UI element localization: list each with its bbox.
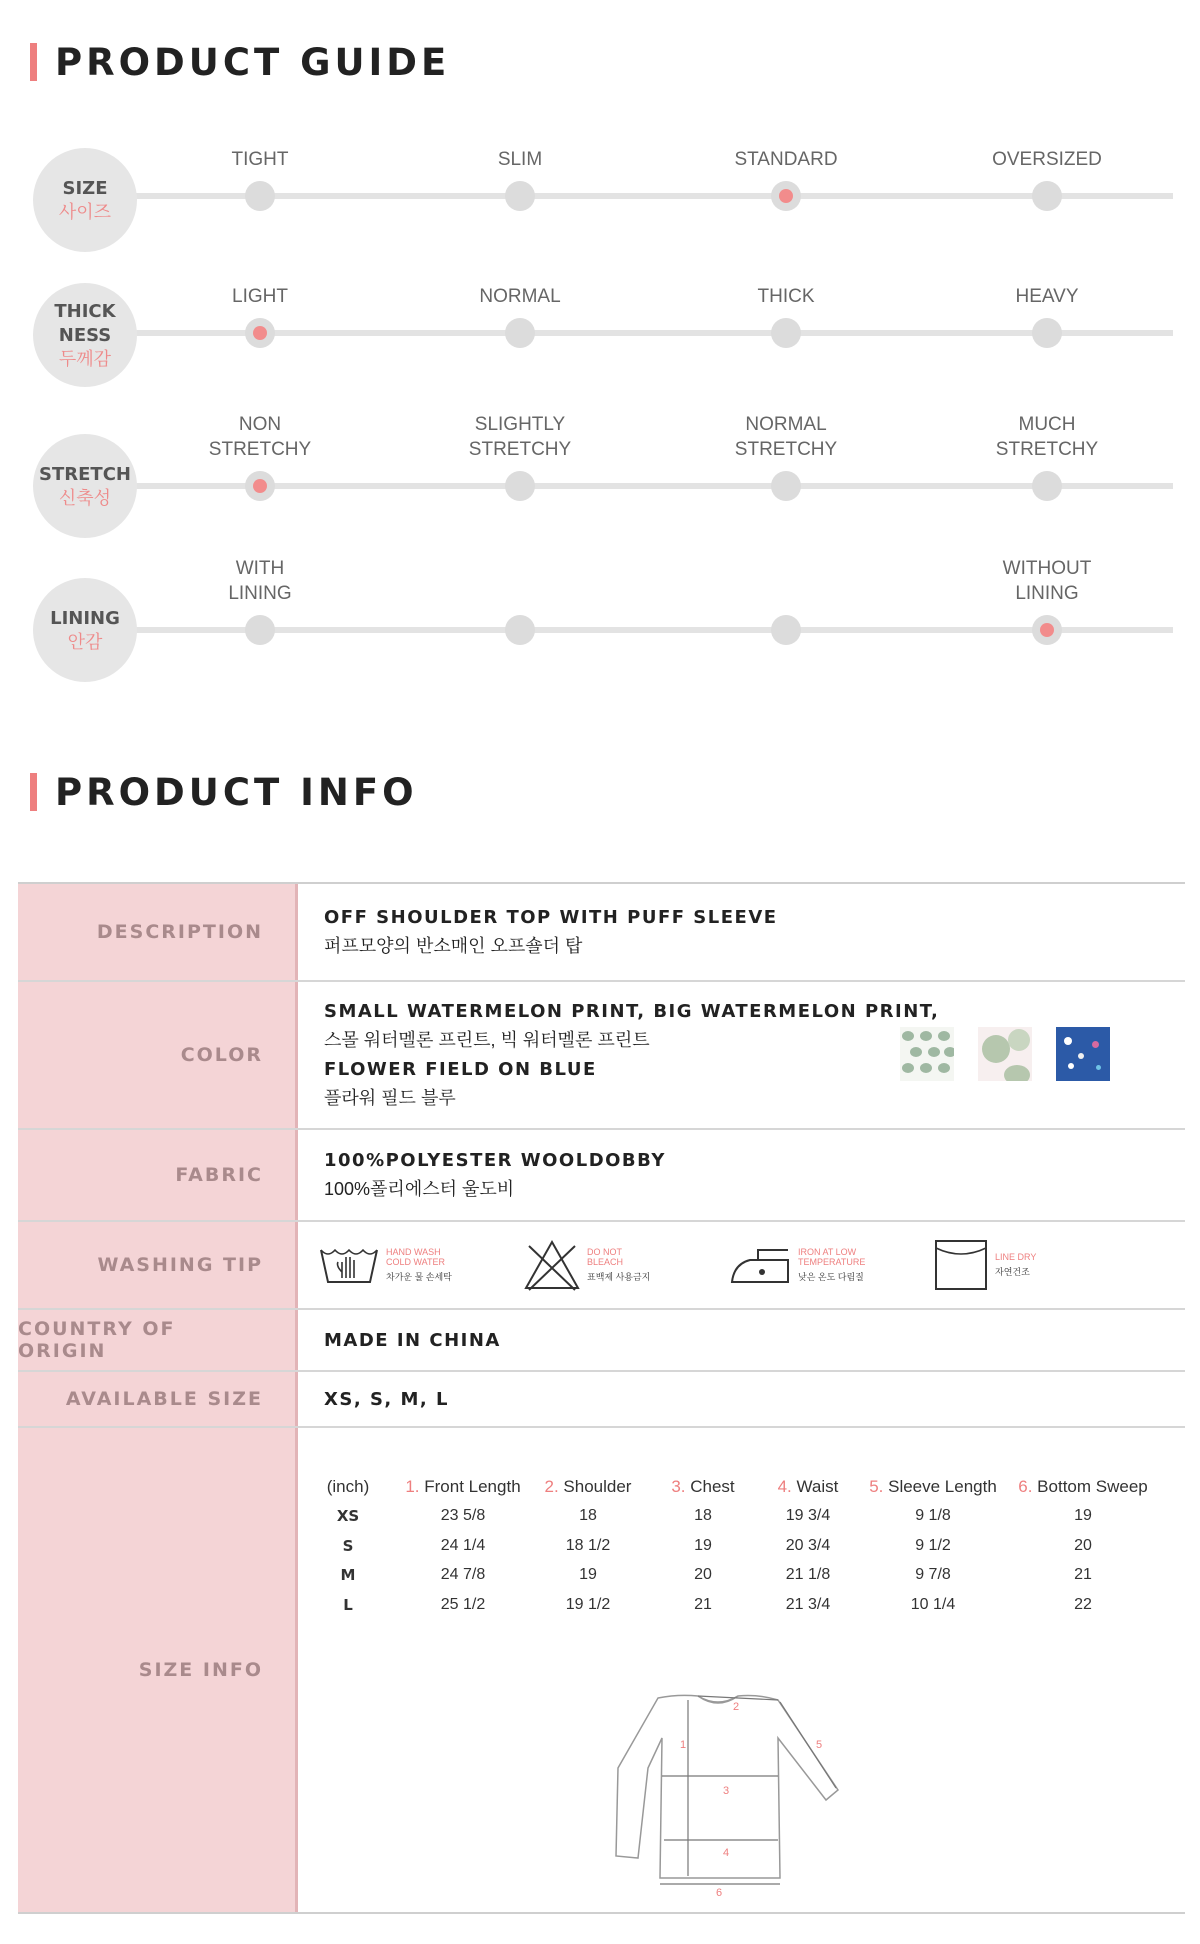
- available-size-value: XS, S, M, L: [324, 1388, 450, 1410]
- guide-category-ko: 안감: [67, 632, 103, 652]
- description-ko: 퍼프모양의 반소매인 오프숄더 탑: [324, 936, 583, 956]
- size-column-header: [398, 1477, 528, 1497]
- guide-row-lining: [0, 558, 1200, 688]
- size-measurement: 21: [1074, 1566, 1092, 1584]
- guide-dot: [1032, 181, 1062, 211]
- guide-dot: [771, 615, 801, 645]
- fabric-label: FABRIC: [18, 1130, 298, 1220]
- table-row: [298, 1531, 1178, 1561]
- guide-scale-label: MUCH STRETCHY: [995, 414, 1099, 460]
- column-number: 4.: [777, 1476, 792, 1496]
- wash-ko-dry: 자연건조: [995, 1267, 1030, 1277]
- size-measurement: 24 1/4: [440, 1536, 486, 1554]
- diagram-mark-5: 5: [816, 1739, 823, 1751]
- guide-scale-label: SLIGHTLY STRETCHY: [468, 414, 572, 460]
- size-column-header: [758, 1477, 858, 1497]
- description-en: OFF SHOULDER TOP WITH PUFF SLEEVE: [324, 907, 778, 928]
- size-table-header: [298, 1472, 1178, 1502]
- wash-ko-bleach: 표백제 사용금지: [587, 1272, 651, 1282]
- guide-dot-selected: [1032, 615, 1062, 645]
- column-number: 1.: [405, 1476, 420, 1496]
- guide-scale-label: TIGHT: [231, 149, 289, 170]
- diagram-mark-2: 2: [733, 1701, 740, 1713]
- column-number: 3.: [671, 1476, 686, 1496]
- origin-value: MADE IN CHINA: [324, 1329, 501, 1351]
- guide-scale-label: NON STRETCHY: [208, 414, 312, 460]
- table-row: [298, 1561, 1178, 1591]
- size-column-header: [1008, 1477, 1158, 1497]
- no-bleach-icon: [523, 1238, 581, 1292]
- guide-scale-label: OVERSIZED: [992, 149, 1102, 170]
- guide-scale-label: WITHOUT LINING: [1002, 558, 1092, 604]
- available-size-label: AVAILABLE SIZE: [18, 1372, 298, 1426]
- guide-scale-label: NORMAL STRETCHY: [734, 414, 838, 460]
- size-measurement: 20 3/4: [785, 1536, 831, 1554]
- guide-scale-line: [130, 193, 1173, 199]
- product-guide-title: [30, 42, 450, 82]
- size-measurement: 24 7/8: [440, 1566, 486, 1584]
- size-measurement: 21 1/8: [785, 1566, 831, 1584]
- wash-item-hand: [318, 1242, 523, 1288]
- origin-row: [18, 1310, 1185, 1372]
- guide-row-size: [0, 148, 1200, 258]
- size-measurement: 21 3/4: [785, 1595, 831, 1613]
- size-measurement: 18 1/2: [565, 1536, 611, 1554]
- washing-value: [298, 1222, 1185, 1308]
- washing-label: WASHING TIP: [18, 1222, 298, 1308]
- guide-category-en: SIZE: [62, 178, 108, 199]
- guide-row-thickness: [0, 283, 1200, 393]
- color-row: [18, 982, 1185, 1130]
- size-info-value: [298, 1428, 1185, 1914]
- size-column-header: [858, 1477, 1008, 1497]
- size-code: S: [342, 1536, 354, 1555]
- guide-scale-label: HEAVY: [1015, 286, 1079, 307]
- guide-dot: [505, 318, 535, 348]
- wash-en-dry: LINE DRY: [995, 1252, 1037, 1262]
- washing-row: [18, 1222, 1185, 1310]
- wash-item-bleach: [523, 1238, 728, 1292]
- guide-dot-selected: [245, 318, 275, 348]
- wash-en-hand: HAND WASH COLD WATER: [386, 1247, 446, 1267]
- size-measurement: 18: [579, 1507, 597, 1525]
- table-row: [298, 1590, 1178, 1620]
- big-watermelon-swatch[interactable]: [978, 1027, 1032, 1081]
- size-code: XS: [336, 1507, 360, 1526]
- column-number: 2.: [544, 1476, 559, 1496]
- size-measurement: 22: [1074, 1595, 1092, 1613]
- guide-scale-label: WITH LINING: [228, 558, 292, 604]
- guide-category-en: LINING: [50, 608, 120, 629]
- size-measurement: 21: [694, 1595, 712, 1613]
- size-unit: (inch): [326, 1476, 370, 1496]
- fabric-value: [298, 1130, 1185, 1220]
- wash-item-iron: [728, 1242, 933, 1288]
- guide-scale-line: [130, 627, 1173, 633]
- size-measurement: 9 7/8: [915, 1566, 951, 1584]
- wash-en-iron: IRON AT LOW TEMPERATURE: [798, 1247, 866, 1267]
- guide-category-circle: [33, 148, 137, 252]
- title-accent-bar: [30, 43, 37, 81]
- line-dry-icon: [933, 1238, 989, 1292]
- size-measurement: 18: [694, 1507, 712, 1525]
- title-accent-bar: [30, 773, 37, 811]
- description-label: DESCRIPTION: [18, 884, 298, 980]
- diagram-mark-6: 6: [716, 1887, 723, 1898]
- size-measurement: 10 1/4: [910, 1595, 956, 1613]
- size-column-header: [648, 1477, 758, 1497]
- diagram-mark-4: 4: [723, 1847, 730, 1859]
- diagram-mark-3: 3: [723, 1785, 730, 1797]
- iron-low-icon: [728, 1242, 792, 1288]
- guide-scale-label: SLIM: [497, 149, 543, 170]
- product-info-table: [18, 882, 1185, 1914]
- column-name: Waist: [796, 1476, 839, 1496]
- flower-field-blue-swatch[interactable]: [1056, 1027, 1110, 1081]
- description-row: [18, 884, 1185, 982]
- size-column-header: [528, 1477, 648, 1497]
- guide-dot: [245, 181, 275, 211]
- fabric-en: 100%POLYESTER WOOLDOBBY: [324, 1150, 666, 1171]
- available-size-row: [18, 1372, 1185, 1428]
- wash-ko-iron: 낮은 온도 다림질: [798, 1272, 864, 1282]
- size-code: M: [340, 1566, 356, 1585]
- size-measurement: 25 1/2: [440, 1595, 486, 1613]
- size-measurement: 19: [1074, 1507, 1092, 1525]
- size-measurement: 9 1/8: [915, 1507, 951, 1525]
- product-info-title: [30, 772, 418, 812]
- size-code: L: [343, 1595, 353, 1614]
- garment-measurement-diagram: [588, 1678, 848, 1898]
- size-info-label: SIZE INFO: [18, 1428, 298, 1912]
- guide-scale-label: THICK: [757, 286, 815, 307]
- washing-icons: [318, 1238, 1185, 1292]
- guide-dot-selected: [771, 181, 801, 211]
- small-watermelon-swatch[interactable]: [900, 1027, 954, 1081]
- guide-scale-line: [130, 330, 1173, 336]
- guide-category-ko: 사이즈: [58, 202, 112, 222]
- guide-dot: [505, 181, 535, 211]
- column-number: 5.: [869, 1476, 884, 1496]
- guide-scale-label: STANDARD: [734, 149, 838, 170]
- guide-dot-selected: [245, 471, 275, 501]
- size-measurement: 19 3/4: [785, 1507, 831, 1525]
- wash-en-bleach: DO NOT BLEACH: [587, 1247, 624, 1267]
- color-ko-1: 스몰 워터멜론 프린트, 빅 워터멜론 프린트: [324, 1030, 650, 1050]
- guide-category-circle: [33, 434, 137, 538]
- size-measurement: 20: [694, 1566, 712, 1584]
- guide-dot: [505, 615, 535, 645]
- available-size-value-cell: [298, 1372, 1185, 1426]
- column-name: Front Length: [424, 1476, 521, 1496]
- column-name: Chest: [690, 1476, 735, 1496]
- size-measurement: 19 1/2: [565, 1595, 611, 1613]
- color-en-2: FLOWER FIELD ON BLUE: [324, 1059, 597, 1080]
- size-measurement: 19: [694, 1536, 712, 1554]
- guide-scale-line: [130, 483, 1173, 489]
- size-measurement: 9 1/2: [915, 1536, 951, 1554]
- guide-dot: [505, 471, 535, 501]
- guide-dot: [1032, 471, 1062, 501]
- guide-category-en: STRETCH: [39, 464, 131, 485]
- product-guide-heading: PRODUCT GUIDE: [55, 40, 451, 84]
- column-name: Sleeve Length: [888, 1476, 997, 1496]
- origin-label: COUNTRY OF ORIGIN: [18, 1310, 298, 1370]
- guide-category-ko: 신축성: [58, 488, 112, 508]
- product-info-heading: PRODUCT INFO: [55, 770, 418, 814]
- size-table: [298, 1472, 1178, 1620]
- size-measurement: 19: [579, 1566, 597, 1584]
- color-en-1: SMALL WATERMELON PRINT, BIG WATERMELON PRINT,: [324, 1001, 940, 1022]
- column-name: Bottom Sweep: [1037, 1476, 1148, 1496]
- color-label: COLOR: [18, 982, 298, 1128]
- guide-scale-label: NORMAL: [479, 286, 561, 307]
- size-measurement: 23 5/8: [440, 1507, 486, 1525]
- guide-category-circle: [33, 283, 137, 387]
- fabric-ko: 100%폴리에스터 울도비: [324, 1179, 515, 1199]
- size-info-row: [18, 1428, 1185, 1914]
- table-row: [298, 1502, 1178, 1532]
- size-measurement: 20: [1074, 1536, 1092, 1554]
- guide-dot: [1032, 318, 1062, 348]
- column-name: Shoulder: [563, 1476, 632, 1496]
- guide-dot: [771, 318, 801, 348]
- guide-category-ko: 두께감: [58, 349, 112, 369]
- fabric-row: [18, 1130, 1185, 1222]
- origin-value-cell: [298, 1310, 1185, 1370]
- description-value: [298, 884, 1185, 980]
- wash-ko-hand: 차가운 물 손세탁: [386, 1272, 452, 1282]
- guide-category-circle: [33, 578, 137, 682]
- guide-dot: [771, 471, 801, 501]
- color-ko-2: 플라워 필드 블루: [324, 1088, 456, 1108]
- color-value: [298, 982, 1185, 1128]
- guide-dot: [245, 615, 275, 645]
- column-number: 6.: [1018, 1476, 1033, 1496]
- wash-item-dry: [933, 1238, 1138, 1292]
- guide-category-en: THICK NESS: [54, 301, 116, 346]
- diagram-mark-1: 1: [680, 1739, 687, 1751]
- color-swatches: [900, 1027, 1110, 1081]
- guide-row-stretch: [0, 414, 1200, 544]
- hand-wash-icon: [318, 1242, 380, 1288]
- guide-scale-label: LIGHT: [232, 286, 288, 307]
